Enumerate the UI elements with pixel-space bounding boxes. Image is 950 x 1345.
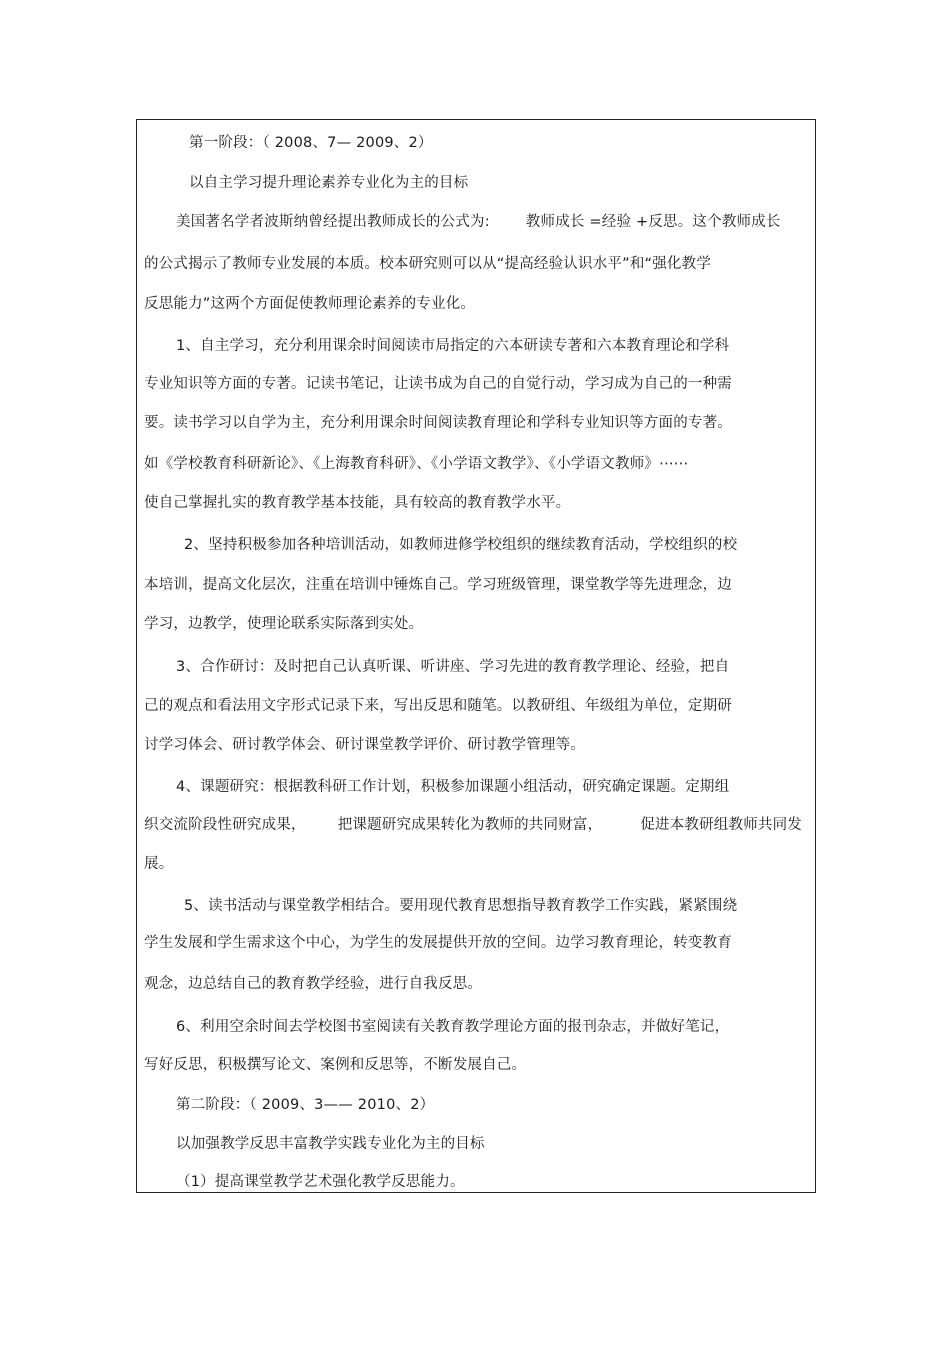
item3-line-3: 讨学习体会、研讨教学体会、研讨课堂教学评价、研讨教学管理等。 <box>144 737 585 753</box>
stage2-item-1: （1）提高课堂教学艺术强化教学反思能力。 <box>176 1174 465 1190</box>
item1-line-5: 使自己掌握扎实的教育教学基本技能，具有较高的教育教学水平。 <box>144 495 571 511</box>
item5-line-2: 学生发展和学生需求这个中心，为学生的发展提供开放的空间。边学习教育理论，转变教育 <box>144 935 732 951</box>
intro-line-3: 反思能力”这两个方面促使教师理论素养的专业化。 <box>144 296 476 312</box>
item6-line-2: 写好反思，积极撰写论文、案例和反思等，不断发展自己。 <box>144 1057 527 1073</box>
item5-line-3: 观念，边总结自己的教育教学经验，进行自我反思。 <box>144 976 483 992</box>
item1-line-4: 如《学校教育科研新论》、《上海教育科研》、《小学语文教学》、《小学语文教师》⋯⋯ <box>144 456 689 472</box>
item1-line-3: 要。读书学习以自学为主，充分利用课余时间阅读教育理论和学科专业知识等方面的专著。 <box>144 415 732 431</box>
intro-line-1a: 美国著名学者波斯纳曾经提出教师成长的公式为: <box>176 214 490 230</box>
item2-line-1: 2、坚持积极参加各种培训活动，如教师进修学校组织的继续教育活动，学校组织的校 <box>184 537 738 553</box>
item4-line-2c: 促进本教研组教师共同发 <box>640 817 803 833</box>
item4-line-1: 4、课题研究：根据教科研工作计划，积极参加课题小组活动，研究确定课题。定期组 <box>176 779 730 795</box>
intro-line-2: 的公式揭示了教师专业发展的本质。校本研究则可以从“提高经验认识水平”和“强化教学 <box>144 256 712 272</box>
item3-line-1: 3、合作研讨：及时把自己认真听课、听讲座、学习先进的教育教学理论、经验，把自 <box>176 659 730 675</box>
intro-line-1b: 教师成长 =经验 +反思。这个教师成长 <box>525 214 781 230</box>
stage2-heading: 第二阶段：（ 2009、3—— 2010、2） <box>176 1097 435 1113</box>
item2-line-2: 本培训，提高文化层次，注重在培训中锤炼自己。学习班级管理，课堂教学等先进理念，边 <box>144 577 732 593</box>
stage1-goal: 以自主学习提升理论素养专业化为主的目标 <box>189 175 469 191</box>
stage1-heading: 第一阶段：（ 2008、7— 2009、2） <box>189 135 433 151</box>
stage2-goal: 以加强教学反思丰富教学实践专业化为主的目标 <box>176 1136 485 1152</box>
item1-line-1: 1、自主学习，充分利用课余时间阅读市局指定的六本研读专著和六本教育理论和学科 <box>176 338 730 354</box>
item5-line-1: 5、读书活动与课堂教学相结合。要用现代教育思想指导教育教学工作实践，紧紧围绕 <box>184 898 738 914</box>
item2-line-3: 学习，边教学，使理论联系实际落到实处。 <box>144 616 424 632</box>
item4-line-2 <box>144 815 802 835</box>
item3-line-2: 己的观点和看法用文字形式记录下来，写出反思和随笔。以教研组、年级组为单位，定期研 <box>144 698 732 714</box>
item1-line-2: 专业知识等方面的专著。记读书笔记，让读书成为自己的自觉行动，学习成为自己的一种需 <box>144 376 732 392</box>
item4-line-2a: 织交流阶段性研究成果， <box>144 817 306 833</box>
item4-line-2b: 把课题研究成果转化为教师的共同财富， <box>337 817 603 833</box>
intro-line-1 <box>176 212 781 232</box>
item4-line-3: 展。 <box>144 856 174 872</box>
item6-line-1: 6、利用空余时间去学校图书室阅读有关教育教学理论方面的报刊杂志，并做好笔记， <box>176 1019 730 1035</box>
